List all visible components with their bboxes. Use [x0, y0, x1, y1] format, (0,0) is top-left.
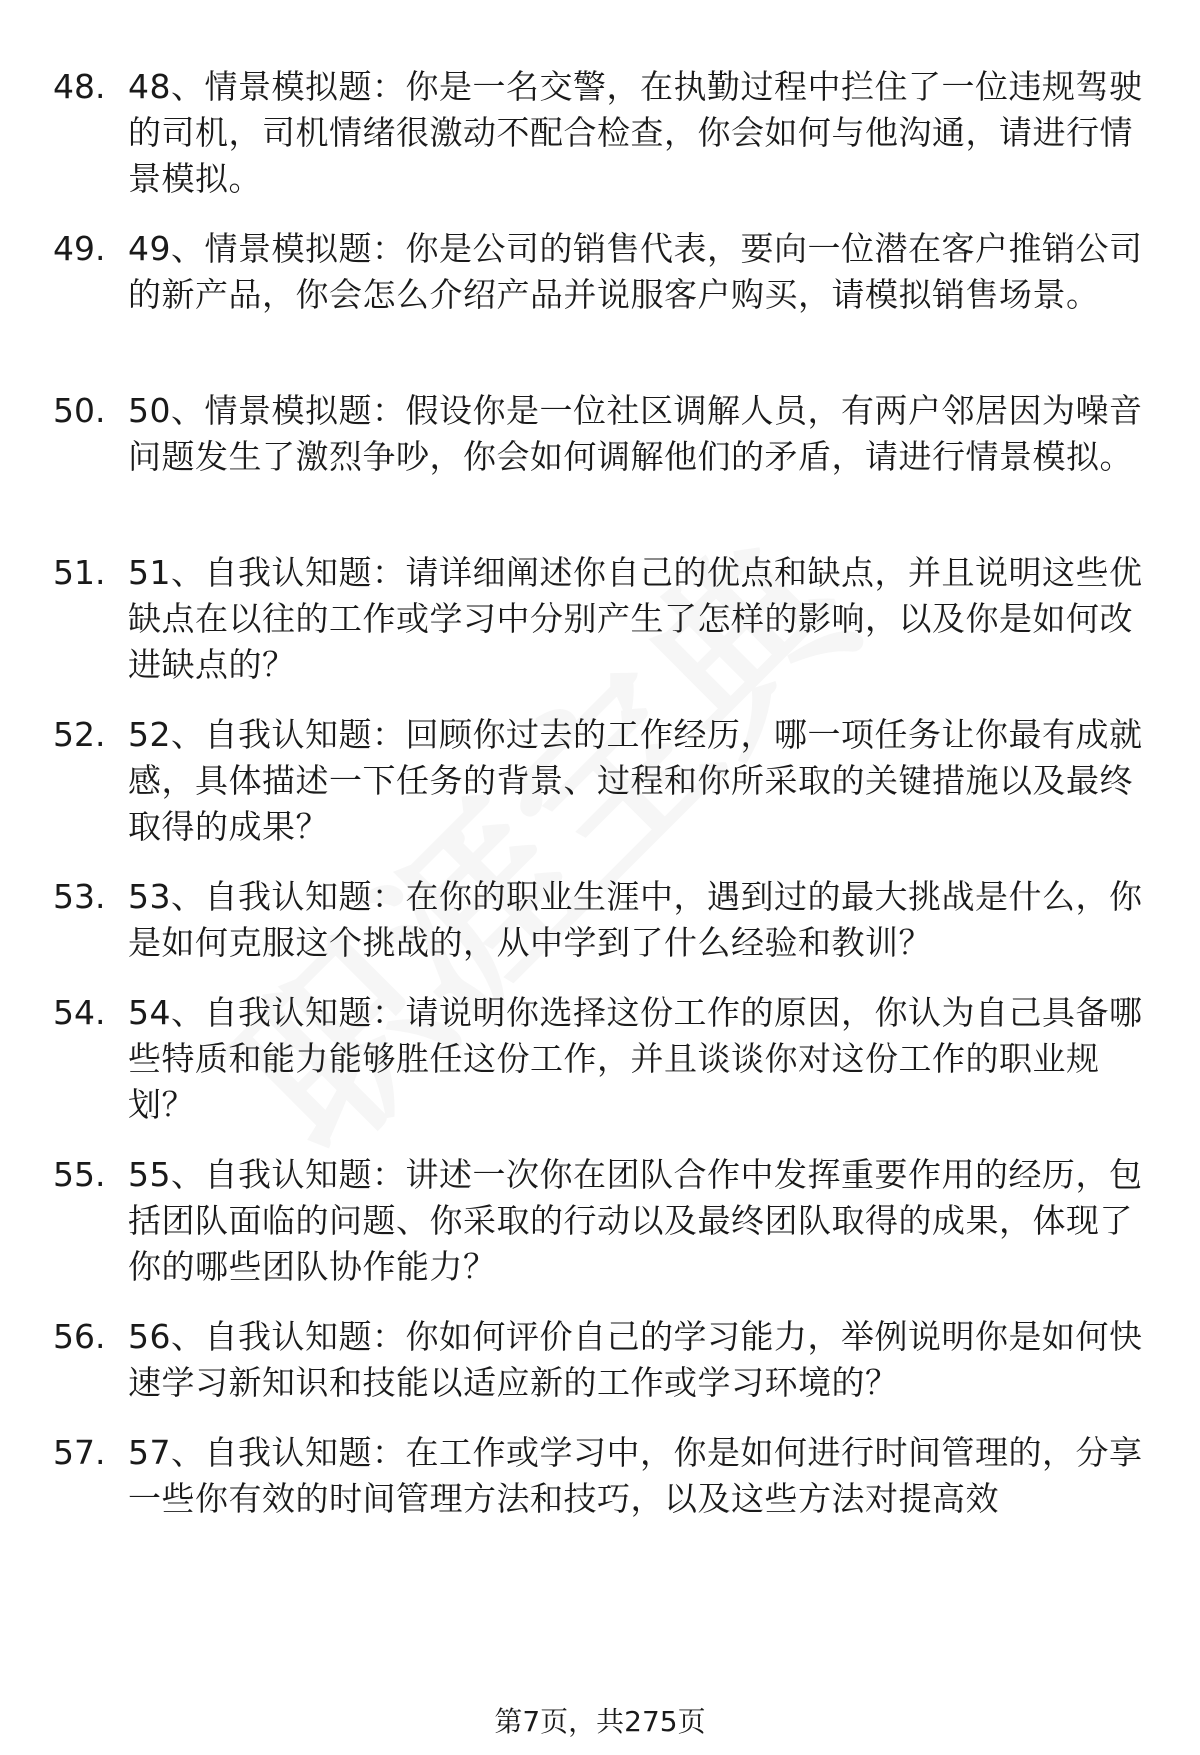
- item-number: 52.: [53, 715, 106, 754]
- item-text: 52、自我认知题：回顾你过去的工作经历，哪一项任务让你最有成就感，具体描述一下任务的背景、过程和你所采取的关键措施以及最终取得的成果？: [128, 715, 1143, 846]
- item-text: 54、自我认知题：请说明你选择这份工作的原因，你认为自己具备哪些特质和能力能够胜任这份工作，并且谈谈你对这份工作的职业规划？: [128, 993, 1143, 1124]
- item-text: 55、自我认知题：讲述一次你在团队合作中发挥重要作用的经历，包括团队面临的问题、你采取的行动以及最终团队取得的成果，体现了你的哪些团队协作能力？: [128, 1155, 1143, 1286]
- item-number: 55.: [53, 1155, 106, 1194]
- item-number: 53.: [53, 877, 106, 916]
- list-item: [0, 990, 1200, 1128]
- item-text: 53、自我认知题：在你的职业生涯中，遇到过的最大挑战是什么，你是如何克服这个挑战的，从中学到了什么经验和教训？: [128, 877, 1143, 962]
- item-number: 57.: [53, 1433, 106, 1472]
- item-number: 50.: [53, 391, 106, 430]
- list-item: [0, 1430, 1200, 1522]
- item-text: 57、自我认知题：在工作或学习中，你是如何进行时间管理的，分享一些你有效的时间管理方法和技巧，以及这些方法对提高效: [128, 1433, 1143, 1518]
- list-item: [0, 226, 1200, 318]
- item-text: 51、自我认知题：请详细阐述你自己的优点和缺点，并且说明这些优缺点在以往的工作或学习中分别产生了怎样的影响，以及你是如何改进缺点的？: [128, 553, 1143, 684]
- item-number: 48.: [53, 67, 106, 106]
- list-item: [0, 1152, 1200, 1290]
- item-text: 49、情景模拟题：你是公司的销售代表，要向一位潜在客户推销公司的新产品，你会怎么介绍产品并说服客户购买，请模拟销售场景。: [128, 229, 1143, 314]
- page-footer: 第7页，共275页: [494, 1705, 706, 1738]
- list-item: [0, 1314, 1200, 1406]
- item-text: 56、自我认知题：你如何评价自己的学习能力，举例说明你是如何快速学习新知识和技能以适应新的工作或学习环境的？: [128, 1317, 1143, 1402]
- list-item: [0, 874, 1200, 966]
- list-item: [0, 712, 1200, 850]
- item-text: 50、情景模拟题：假设你是一位社区调解人员，有两户邻居因为噪音问题发生了激烈争吵，你会如何调解他们的矛盾，请进行情景模拟。: [128, 391, 1143, 476]
- item-text: 48、情景模拟题：你是一名交警，在执勤过程中拦住了一位违规驾驶的司机，司机情绪很激动不配合检查，你会如何与他沟通，请进行情景模拟。: [128, 67, 1143, 198]
- list-item: [0, 64, 1200, 202]
- list-item: [0, 550, 1200, 688]
- item-number: 51.: [53, 553, 106, 592]
- list-item: [0, 388, 1200, 480]
- item-number: 54.: [53, 993, 106, 1032]
- item-number: 56.: [53, 1317, 106, 1356]
- item-number: 49.: [53, 229, 106, 268]
